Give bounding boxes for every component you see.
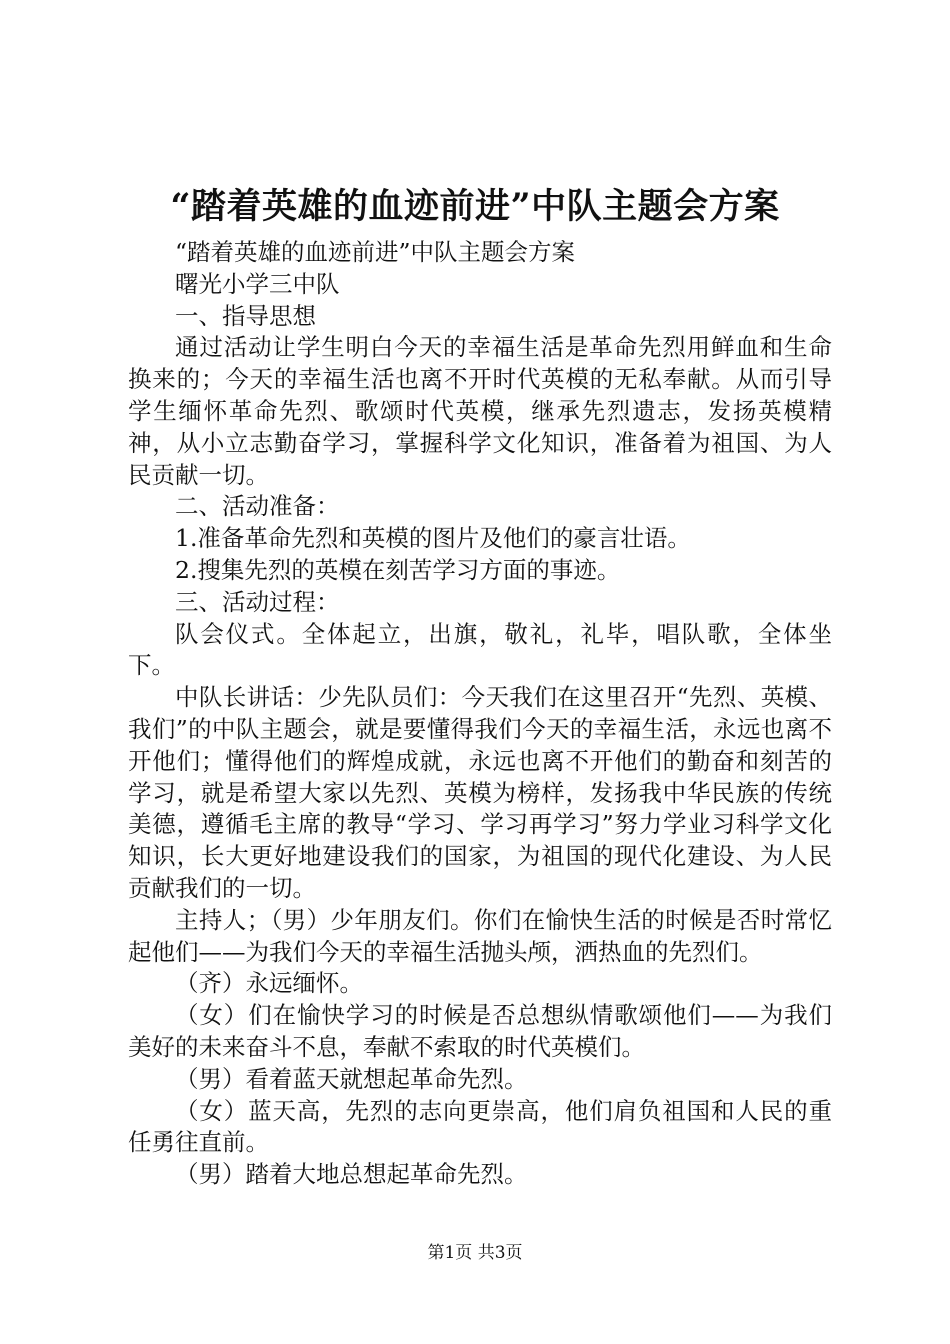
body-paragraph: 通过活动让学生明白今天的幸福生活是革命先烈用鲜血和生命换来的；今天的幸福生活也离不开时代英模的无私奉献。从而引导学生缅怀革命先烈、歌颂时代英模，继承先烈遗志，发扬英模精神，从小立志勤奋学习，掌握科学文化知识，准备着为祖国、为人民贡献一切。	[128, 333, 832, 489]
body-paragraph: 中队长讲话：少先队员们：今天我们在这里召开“先烈、英模、我们”的中队主题会，就是要懂得我们今天的幸福生活，永远也离不开他们；懂得他们的辉煌成就，永远也离不开他们的勤奋和刻苦的学习，就是希望大家以先烈、英模为榜样，发扬我中华民族的传统美德，遵循毛主席的教导“学习、学习再学习”努力学业习科学文化知识，长大更好地建设我们的国家，为祖国的现代化建设、为人民贡献我们的一切。	[128, 683, 832, 902]
document-title: “踏着英雄的血迹前进”中队主题会方案	[170, 186, 780, 227]
section-heading-process: 三、活动过程：	[175, 587, 340, 616]
body-paragraph: （女）蓝天高，先烈的志向更崇高，他们肩负祖国和人民的重任勇往直前。	[128, 1096, 832, 1157]
body-paragraph: （女）们在愉快学习的时候是否总想纵情歌颂他们——为我们美好的未来奋斗不息，奉献不索取的时代英模们。	[128, 1001, 832, 1061]
body-paragraph: 主持人；（男）少年朋友们。你们在愉快生活的时候是否时常忆起他们——为我们今天的幸福生活抛头颅，洒热血的先烈们。	[128, 905, 832, 966]
body-paragraph: （男）看着蓝天就想起革命先烈。	[175, 1064, 528, 1093]
section-heading-guiding-idea: 一、指导思想	[175, 301, 316, 330]
body-paragraph: 队会仪式。全体起立，出旗，敬礼，礼毕，唱队歌，全体坐下。	[128, 619, 832, 680]
body-paragraph: （齐）永远缅怀。	[175, 969, 363, 998]
school-paragraph: 曙光小学三中队	[175, 269, 340, 298]
document-body	[128, 237, 832, 1191]
body-paragraph: （男）踏着大地总想起革命先烈。	[175, 1160, 528, 1189]
list-item: 1.准备革命先烈和英模的图片及他们的豪言壮语。	[175, 524, 691, 553]
section-heading-preparation: 二、活动准备：	[175, 492, 340, 521]
subtitle-paragraph: “踏着英雄的血迹前进”中队主题会方案	[175, 238, 576, 266]
page-footer: 第1页 共3页	[427, 1243, 523, 1263]
list-item: 2.搜集先烈的英模在刻苦学习方面的事迹。	[175, 555, 621, 584]
